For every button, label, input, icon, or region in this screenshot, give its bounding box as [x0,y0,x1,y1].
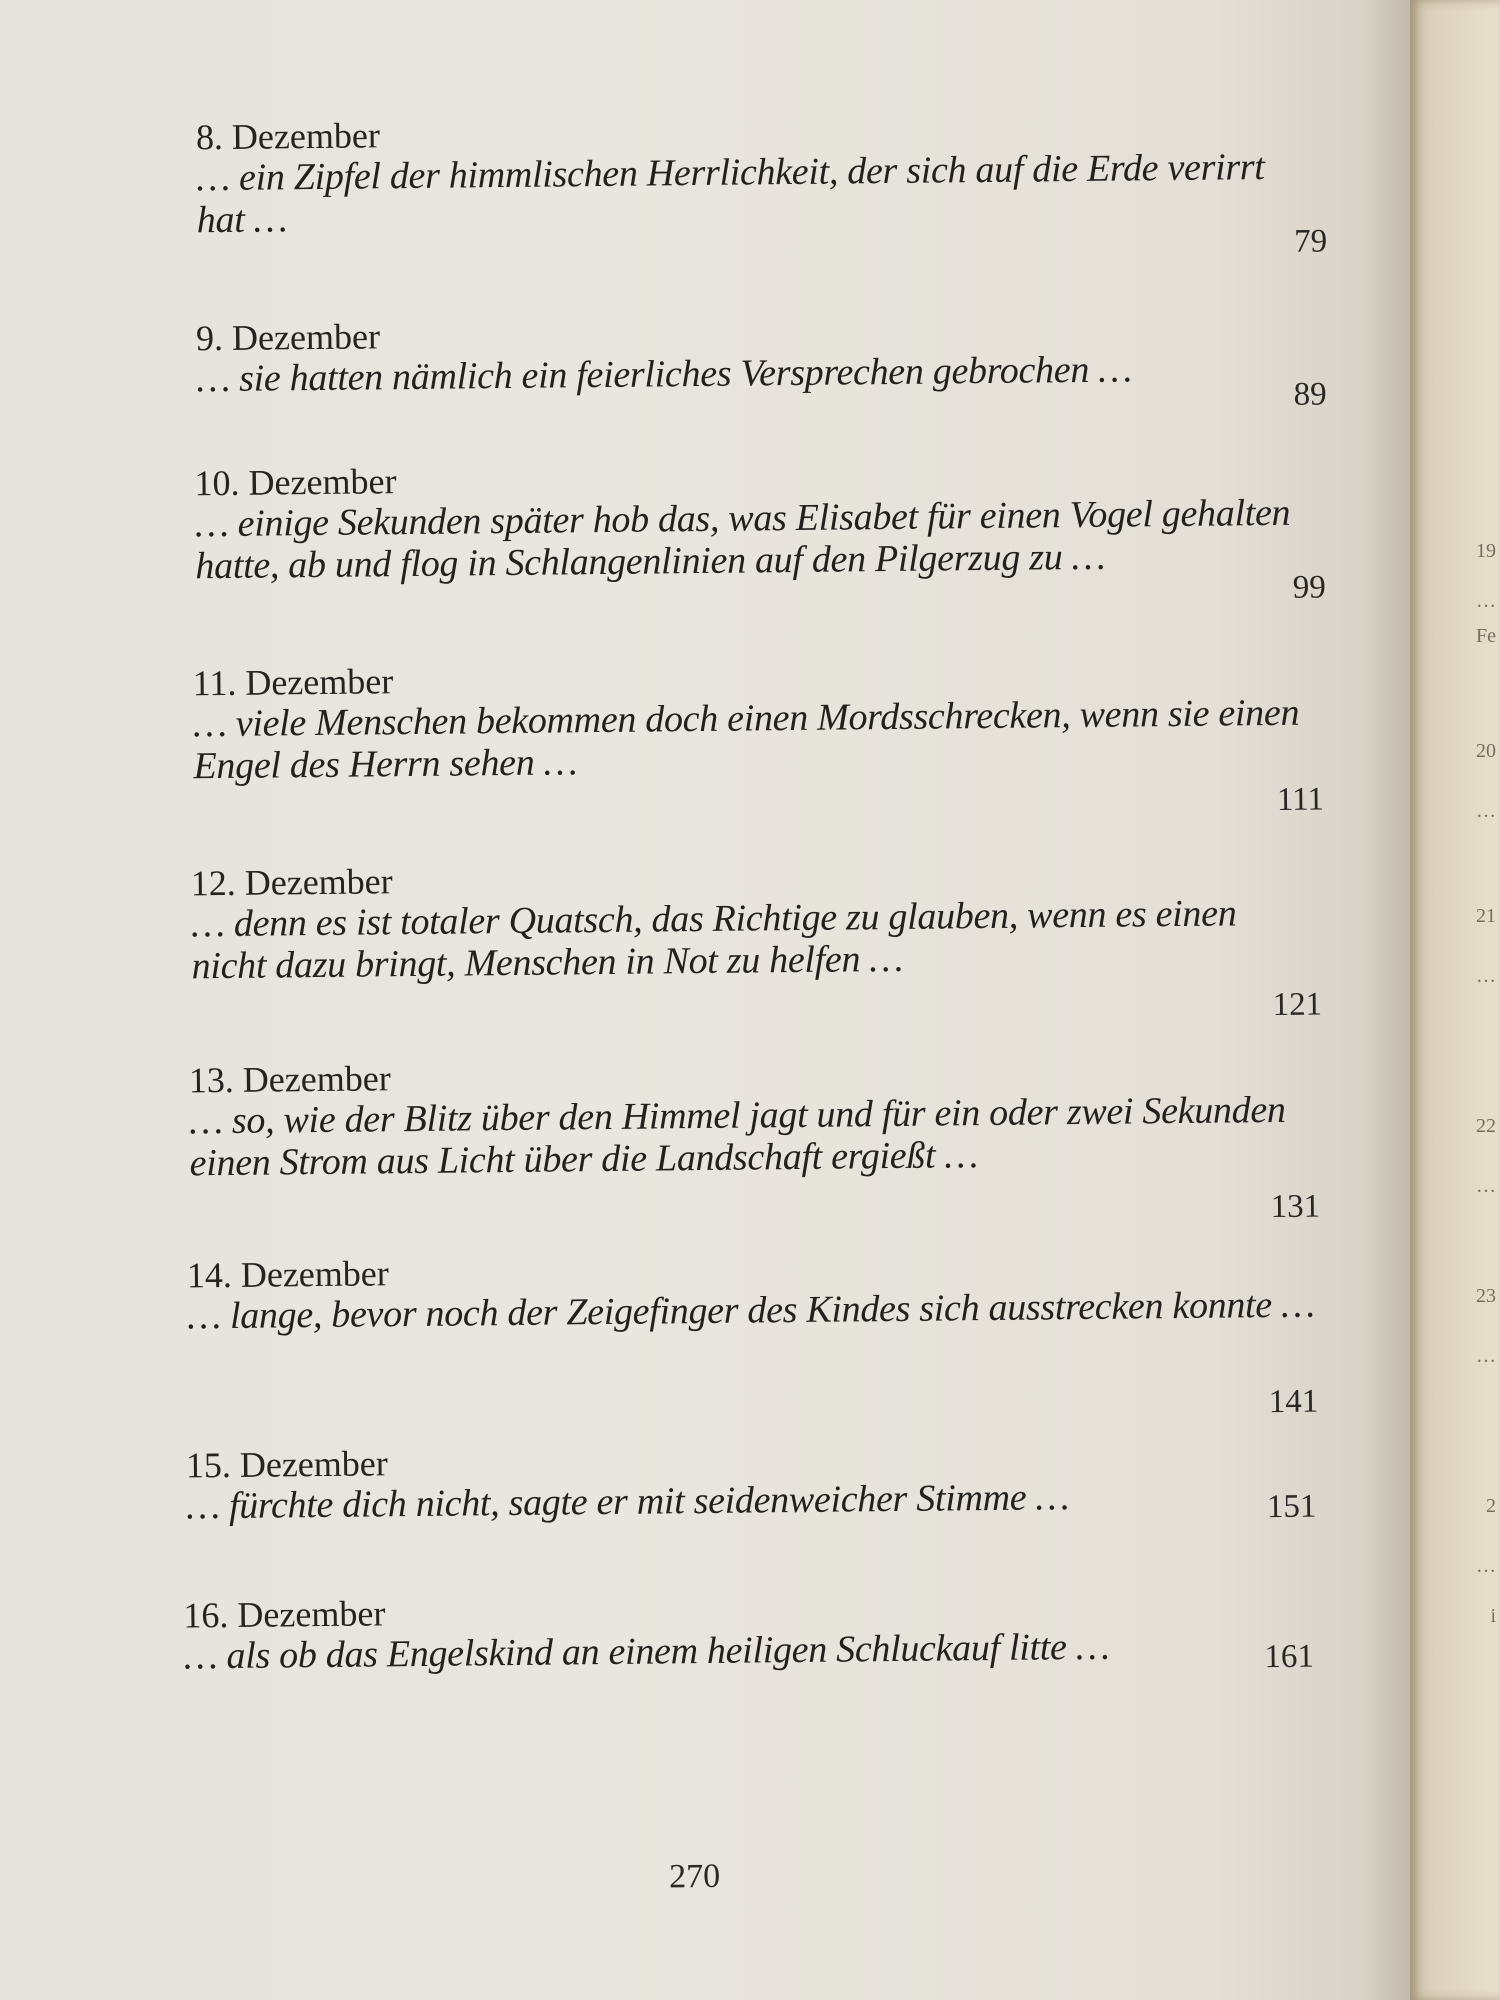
entry-quote [196,145,1327,241]
margin-mark: … [1476,590,1496,612]
page-number-footer: 270 [668,1857,721,1896]
entry-date: 8. Dezember [195,115,381,158]
entry-page-number: 111 [1276,781,1325,818]
entry-quote-line: … sie hatten nämlich ein feierliches Versprechen gebrochen … [196,348,1132,401]
margin-mark: 22 [1476,1115,1496,1137]
entry-quote-line: nicht dazu bringt, Menschen in Not zu helfen … [191,937,904,988]
margin-mark: … [1476,1345,1496,1367]
margin-mark: 2 [1486,1495,1496,1517]
margin-mark: … [1476,1175,1496,1197]
toc-entry [195,105,1328,260]
entry-date: 9. Dezember [195,316,381,359]
entry-quote-line: … so, wie der Blitz über den Himmel jagt und für ein oder zwei Sekunden [189,1088,1286,1143]
entry-quote [189,1089,1320,1185]
entry-quote-line: … als ob das Engelskind an einem heiligen Schluckauf litte … [183,1625,1110,1678]
toc-entry [183,1584,1314,1678]
entry-page-number: 79 [1293,223,1328,260]
margin-mark: 20 [1476,740,1496,762]
entry-quote [195,491,1326,587]
entry-quote-line: … fürchte dich nicht, sagte er mit seidenweicher Stimme … [186,1476,1070,1528]
toc-entry [195,306,1327,413]
entry-date: 11. Dezember [192,661,394,704]
margin-mark: … [1476,800,1496,822]
entry-quote-line: einen Strom aus Licht über die Landschaft ergießt … [189,1134,979,1185]
entry-date: 15. Dezember [185,1443,388,1486]
margin-mark: 19 [1476,540,1496,562]
entry-date: 13. Dezember [188,1058,391,1101]
entry-quote [193,691,1324,787]
entry-quote-line: … ein Zipfel der himmlischen Herrlichkeit, der sich auf die Erde verirrt [196,146,1265,200]
margin-mark: … [1476,1555,1496,1577]
margin-mark: 21 [1476,905,1496,927]
entry-quote-line: … denn es ist totaler Quatsch, das Richtige zu glauben, wenn es einen [190,892,1237,946]
entry-page-number: 161 [1264,1638,1315,1676]
entry-quote-line: … lange, bevor noch der Zeigefinger des Kindes sich ausstrecken konnte … [187,1283,1315,1338]
entry-quote-line: … einige Sekunden später hob das, was Elisabet für einen Vogel gehalten [194,491,1291,546]
entry-date: 16. Dezember [183,1593,386,1636]
toc-entry [186,1244,1319,1421]
toc-entry [194,451,1326,606]
margin-mark: Fe [1476,625,1496,647]
toc-entry [186,1434,1317,1528]
entry-date: 14. Dezember [186,1253,389,1296]
entry-page-number: 141 [1268,1383,1319,1421]
entry-quote-line: Engel des Herrn sehen … [193,741,578,788]
entry-page-number: 121 [1272,986,1323,1024]
toc-entry [188,1049,1321,1226]
toc-entry [190,851,1323,1024]
entry-date: 10. Dezember [194,461,397,504]
entry-page-number: 131 [1270,1188,1321,1226]
entry-quote [191,891,1322,987]
entry-quote-line: … viele Menschen bekommen doch einen Mordsschrecken, wenn sie einen [192,691,1300,746]
entry-date: 12. Dezember [190,861,393,904]
entry-quote-line: hat … [196,198,288,242]
margin-mark: … [1476,965,1496,987]
entry-quote-line: hatte, ab und flog in Schlangenlinien auf den Pilgerzug zu … [195,535,1106,588]
entry-page-number: 89 [1293,376,1327,413]
margin-mark: i [1490,1605,1496,1627]
toc-entry [192,651,1325,818]
entry-page-number: 99 [1292,569,1326,606]
margin-mark: 23 [1476,1285,1496,1307]
entry-page-number: 151 [1266,1488,1317,1526]
